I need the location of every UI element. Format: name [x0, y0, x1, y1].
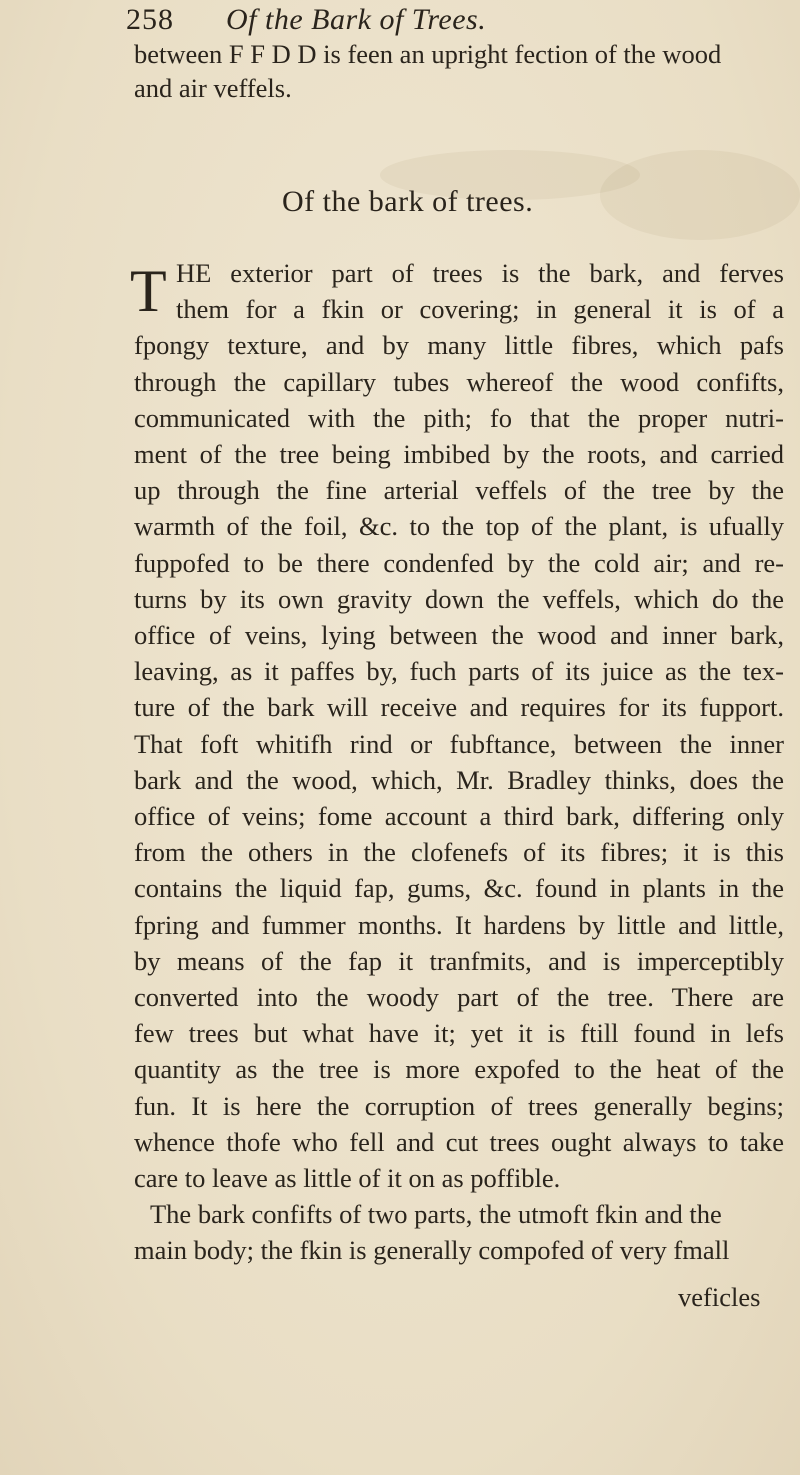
body-line: quantity as the tree is more expofed to the heat of the: [134, 1054, 784, 1085]
intro-line: and air veffels.: [134, 73, 292, 103]
body-line: fuppofed to be there condenfed by the cold air; and re-: [134, 547, 784, 578]
body-line: ture of the bark will receive and requires for its fupport.: [134, 692, 784, 723]
body-line: whence thofe who fell and cut trees ought always to take: [134, 1126, 784, 1157]
body-line: ment of the tree being imbibed by the roots, and carried: [134, 439, 784, 469]
body-line: them for a fkin or covering; in general it is of a: [176, 294, 784, 325]
body-line: office of veins; fome account a third bark, differing only: [134, 801, 784, 831]
body-line: up through the fine arterial veffels of the tree by the: [134, 475, 784, 506]
intro-line: between F F D D is feen an upright fection of the wood: [134, 39, 722, 69]
body-line: fun. It is here the corruption of trees generally begins;: [134, 1090, 784, 1121]
section-heading: Of the bark of trees.: [282, 185, 534, 218]
body-line: turns by its own gravity down the veffels, which do the: [134, 583, 784, 614]
body-line: HE exterior part of trees is the bark, and ferves: [176, 258, 784, 288]
drop-cap: T: [130, 258, 167, 324]
body-line: The bark confifts of two parts, the utmoft fkin and the: [150, 1199, 722, 1230]
body-line: communicated with the pith; fo that the proper nutri-: [134, 402, 784, 433]
body-line: by means of the fap it tranfmits, and is imperceptibly: [134, 945, 784, 976]
running-head: [126, 2, 686, 38]
running-head-title: Of the Bark of Trees.: [226, 3, 487, 36]
paper-stain: [600, 150, 800, 240]
body-line: leaving, as it paffes by, fuch parts of its juice as the tex-: [134, 656, 784, 687]
body-line: bark and the wood, which, Mr. Bradley thinks, does the: [134, 764, 784, 795]
body-line: fpring and fummer months. It hardens by little and little,: [134, 909, 784, 940]
body-line: care to leave as little of it on as poffible.: [134, 1163, 561, 1193]
body-line: office of veins, lying between the wood and inner bark,: [134, 620, 784, 650]
body-line: contains the liquid fap, gums, &c. found in plants in the: [134, 873, 784, 904]
body-line: few trees but what have it; yet it is ftill found in lefs: [134, 1018, 784, 1049]
body-line: That foft whitifh rind or fubftance, between the inner: [134, 728, 784, 759]
body-line: main body; the fkin is generally compofed of very fmall: [134, 1235, 730, 1266]
body-line: through the capillary tubes whereof the wood confifts,: [134, 366, 784, 397]
body-line: converted into the woody part of the tree. There are: [134, 982, 784, 1012]
body-line: fpongy texture, and by many little fibres, which pafs: [134, 330, 784, 361]
body-line: from the others in the clofenefs of its fibres; it is this: [134, 837, 784, 868]
body-line: warmth of the foil, &c. to the top of the plant, is ufually: [134, 511, 784, 542]
page-number: 258: [126, 3, 174, 36]
body-text: [0, 257, 800, 1337]
catchword: veficles: [678, 1282, 761, 1312]
